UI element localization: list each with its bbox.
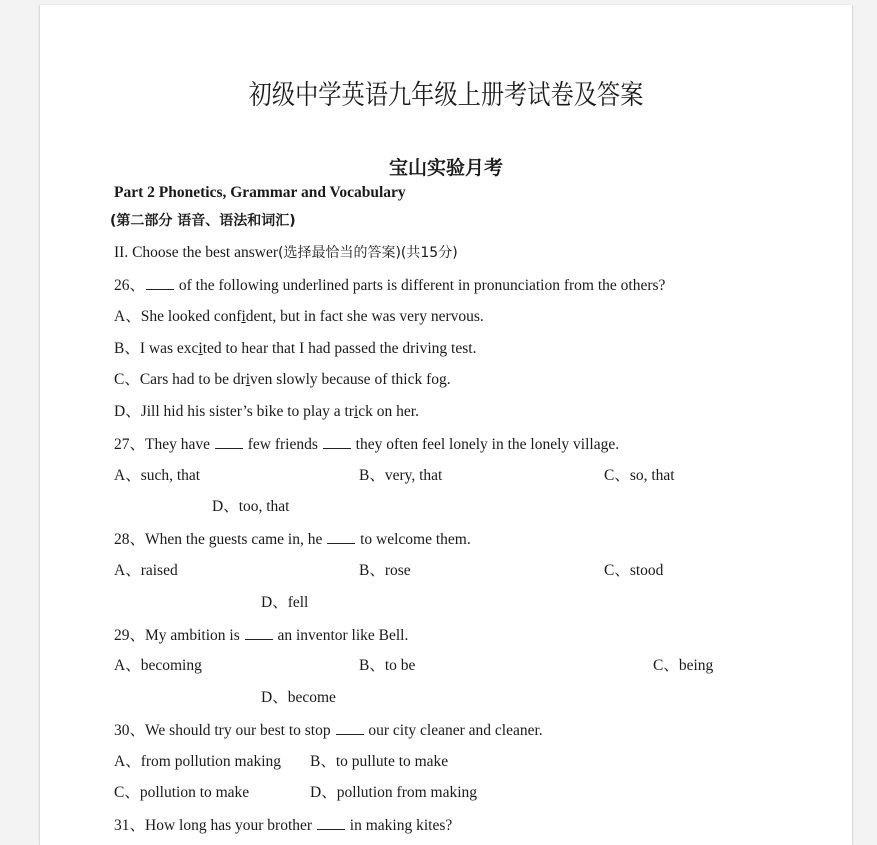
option-label: C、 (114, 371, 140, 388)
answer-blank (327, 529, 355, 544)
option-28b: B、rose (359, 562, 411, 579)
question-28 (114, 529, 471, 550)
option-27b: B、very, that (359, 467, 443, 484)
option-text: ted to hear that I had passed the driving test. (202, 340, 477, 357)
option-text: I was exc (139, 340, 199, 357)
answer-blank (336, 720, 364, 735)
option-label: D、 (114, 403, 141, 420)
option-30b: B、to pullute to make (310, 753, 449, 770)
option-26b (114, 339, 476, 359)
question-number: 29、 (114, 627, 146, 644)
question-number: 28、 (114, 531, 146, 548)
question-text: They have (145, 436, 214, 453)
question-text: few friends (243, 436, 322, 453)
underlined-letter: i (241, 308, 246, 325)
question-27 (114, 434, 619, 455)
option-27a: A、such, that (114, 467, 201, 484)
document-subtitle: 宝山实验月考 (388, 157, 503, 179)
question-text: of the following underlined parts is different in pronunciation from the others? (175, 277, 666, 294)
answer-blank (317, 815, 345, 830)
underlined-letter: i (245, 371, 251, 388)
question-number: 31、 (114, 817, 146, 834)
answer-blank (146, 275, 174, 290)
underlined-letter: i (198, 340, 203, 357)
answer-blank (323, 434, 351, 449)
question-30 (114, 720, 543, 741)
option-26d (114, 402, 419, 422)
option-30d: D、pollution from making (310, 784, 478, 801)
question-number: 27、 (114, 436, 146, 453)
option-30a: A、from pollution making (114, 753, 282, 770)
question-text: in making kites? (345, 817, 453, 834)
option-label: A、 (114, 308, 141, 325)
question-text: our city cleaner and cleaner. (364, 722, 543, 739)
option-text: ven slowly because of thick fog. (250, 371, 451, 388)
option-27c: C、so, that (604, 467, 675, 484)
underlined-letter: i (353, 403, 359, 420)
option-text: Jill hid his sister’s bike to play a tr (140, 403, 354, 420)
option-27d: D、too, that (212, 498, 290, 515)
section-heading (114, 243, 458, 263)
option-26c (114, 370, 451, 390)
question-number: 26、 (114, 277, 146, 294)
option-29d: D、become (261, 689, 336, 706)
option-text: dent, but in fact she was very nervous. (245, 308, 484, 325)
answer-blank (245, 625, 273, 640)
option-label: B、 (114, 340, 140, 357)
option-29b: B、to be (359, 657, 416, 674)
option-28a: A、raised (114, 562, 178, 579)
section-label-cn: (选择最恰当的答案)(共15分) (278, 245, 458, 261)
question-text: an inventor like Bell. (273, 627, 409, 644)
question-text: When the guests came in, he (145, 531, 327, 548)
question-text: My ambition is (145, 627, 244, 644)
option-30c: C、pollution to make (114, 784, 250, 801)
question-text: they often feel lonely in the lonely village. (351, 436, 620, 453)
question-26 (114, 275, 665, 296)
option-text: She looked conf (140, 308, 242, 325)
option-28d: D、fell (261, 594, 309, 611)
part-heading-cn: (第二部分 语音、语法和词汇) (110, 213, 296, 229)
question-number: 30、 (114, 722, 146, 739)
option-28c: C、stood (604, 562, 664, 579)
question-text: to welcome them. (356, 531, 471, 548)
option-29c: C、being (653, 657, 714, 674)
answer-blank (215, 434, 243, 449)
document-title: 初级中学英语九年级上册考试卷及答案 (248, 80, 644, 111)
option-29a: A、becoming (114, 657, 202, 674)
option-26a (114, 307, 484, 327)
document-page (39, 5, 853, 845)
part-heading: Part 2 Phonetics, Grammar and Vocabulary (114, 184, 406, 201)
question-text: How long has your brother (145, 817, 316, 834)
section-label: II. Choose the best answer (114, 244, 278, 261)
option-text: ck on her. (358, 403, 419, 420)
question-29 (114, 625, 408, 646)
question-text: We should try our best to stop (145, 722, 335, 739)
option-text: Cars had to be dr (139, 371, 246, 388)
